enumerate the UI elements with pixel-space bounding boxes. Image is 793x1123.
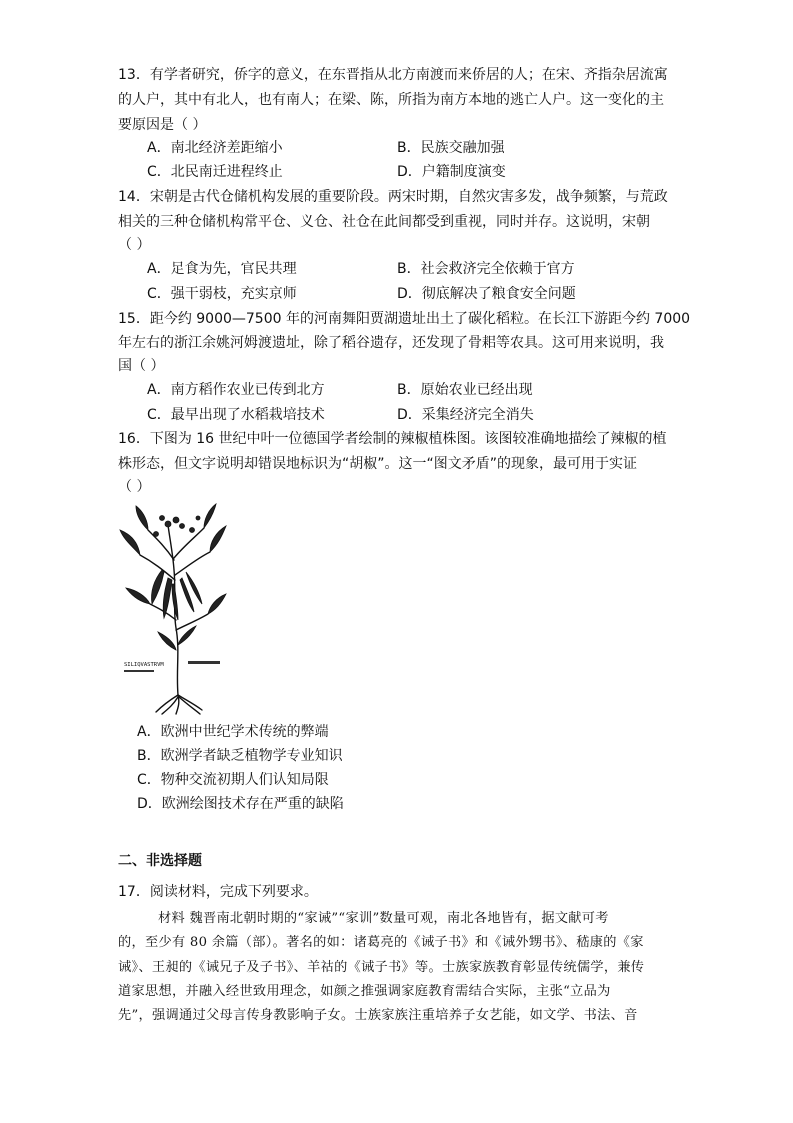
q15-line-2: 年左右的浙江余姚河姆渡遗址，除了稻谷遗存，还发现了骨耜等农具。这可用来说明，我 bbox=[118, 335, 664, 351]
q15-option-d[interactable]: D．采集经济完全消失 bbox=[397, 407, 534, 423]
q13-line-1: 13．有学者研究，侨字的意义，在东晋指从北方南渡而来侨居的人；在宋、齐指杂居流寓 bbox=[118, 67, 668, 83]
q13-option-d[interactable]: D．户籍制度演变 bbox=[397, 164, 506, 180]
q15-option-c[interactable]: C．最早出现了水稻栽培技术 bbox=[147, 407, 325, 423]
q14-option-b[interactable]: B．社会救济完全依赖于官方 bbox=[397, 261, 575, 277]
figure-label-left: SILIQVASTRVM bbox=[124, 662, 164, 668]
q17-material-line-2: 的，至少有 80 余篇（部）。著名的如：诸葛亮的《诫子书》和《诫外甥书》、嵇康的《家 bbox=[118, 935, 644, 950]
chili-plant-drawing bbox=[118, 500, 228, 715]
q14-option-c[interactable]: C．强干弱枝，充实京师 bbox=[147, 286, 297, 302]
q15-option-b[interactable]: B．原始农业已经出现 bbox=[397, 382, 533, 398]
q17-material-line-3: 诫》、王昶的《诫兄子及子书》、羊祜的《诫子书》等。士族家族教育彰显传统儒学，兼传 bbox=[118, 960, 645, 975]
q14-option-a[interactable]: A．足食为先，官民共理 bbox=[147, 261, 297, 277]
q14-line-1: 14．宋朝是古代仓储机构发展的重要阶段。两宋时期，自然灾害多发，战争频繁，与荒政 bbox=[118, 189, 668, 205]
q13-line-3: 要原因是（ ） bbox=[118, 117, 207, 133]
q16-option-c[interactable]: C．物种交流初期人们认知局限 bbox=[137, 772, 329, 788]
q15-line-1: 15．距今约 9000—7500 年的河南舞阳贾湖遗址出土了碳化稻粒。在长江下游距今约 7000 bbox=[118, 311, 691, 327]
q16-option-b[interactable]: B．欧洲学者缺乏植物学专业知识 bbox=[137, 748, 343, 764]
section-2-title: 二、非选择题 bbox=[118, 853, 202, 869]
chili-plant-illustration bbox=[118, 500, 228, 715]
q14-line-2: 相关的三种仓储机构常平仓、义仓、社仓在此间都受到重视，同时并存。这说明，宋朝 bbox=[118, 214, 650, 230]
q17-intro: 17．阅读材料，完成下列要求。 bbox=[118, 884, 318, 900]
q16-line-1: 16．下图为 16 世纪中叶一位德国学者绘制的辣椒植株图。该图较准确地描绘了辣椒的植 bbox=[118, 431, 667, 447]
q14-line-3: （ ） bbox=[118, 237, 151, 253]
q16-option-d[interactable]: D．欧洲绘图技术存在严重的缺陷 bbox=[137, 796, 344, 812]
q14-option-d[interactable]: D．彻底解决了粮食安全问题 bbox=[397, 286, 576, 302]
q13-option-a[interactable]: A．南北经济差距缩小 bbox=[147, 140, 283, 156]
q15-line-3: 国（ ） bbox=[118, 358, 165, 374]
q17-material-line-4: 道家思想，并融入经世致用理念，如颜之推强调家庭教育需结合实际，主张“立品为 bbox=[118, 984, 611, 999]
q13-option-c[interactable]: C．北民南迁进程终止 bbox=[147, 164, 283, 180]
q13-line-2: 的人户，其中有北人，也有南人；在梁、陈，所指为南方本地的逃亡人户。这一变化的主 bbox=[118, 92, 664, 108]
q17-material-line-1: 材料 魏晋南北朝时期的“家诫”“家训”数量可观，南北各地皆有，据文献可考 bbox=[158, 911, 609, 926]
q16-option-a[interactable]: A．欧洲中世纪学术传统的弊端 bbox=[137, 724, 329, 740]
q16-line-3: （ ） bbox=[118, 479, 151, 495]
q13-option-b[interactable]: B．民族交融加强 bbox=[397, 140, 505, 156]
q16-line-2: 株形态，但文字说明却错误地标识为“胡椒”。这一“图文矛盾”的现象，最可用于实证 bbox=[118, 456, 638, 472]
q15-option-a[interactable]: A．南方稻作农业已传到北方 bbox=[147, 382, 325, 398]
q17-material-line-5: 先”，强调通过父母言传身教影响子女。士族家族注重培养子女艺能，如文学、书法、音 bbox=[118, 1008, 638, 1023]
